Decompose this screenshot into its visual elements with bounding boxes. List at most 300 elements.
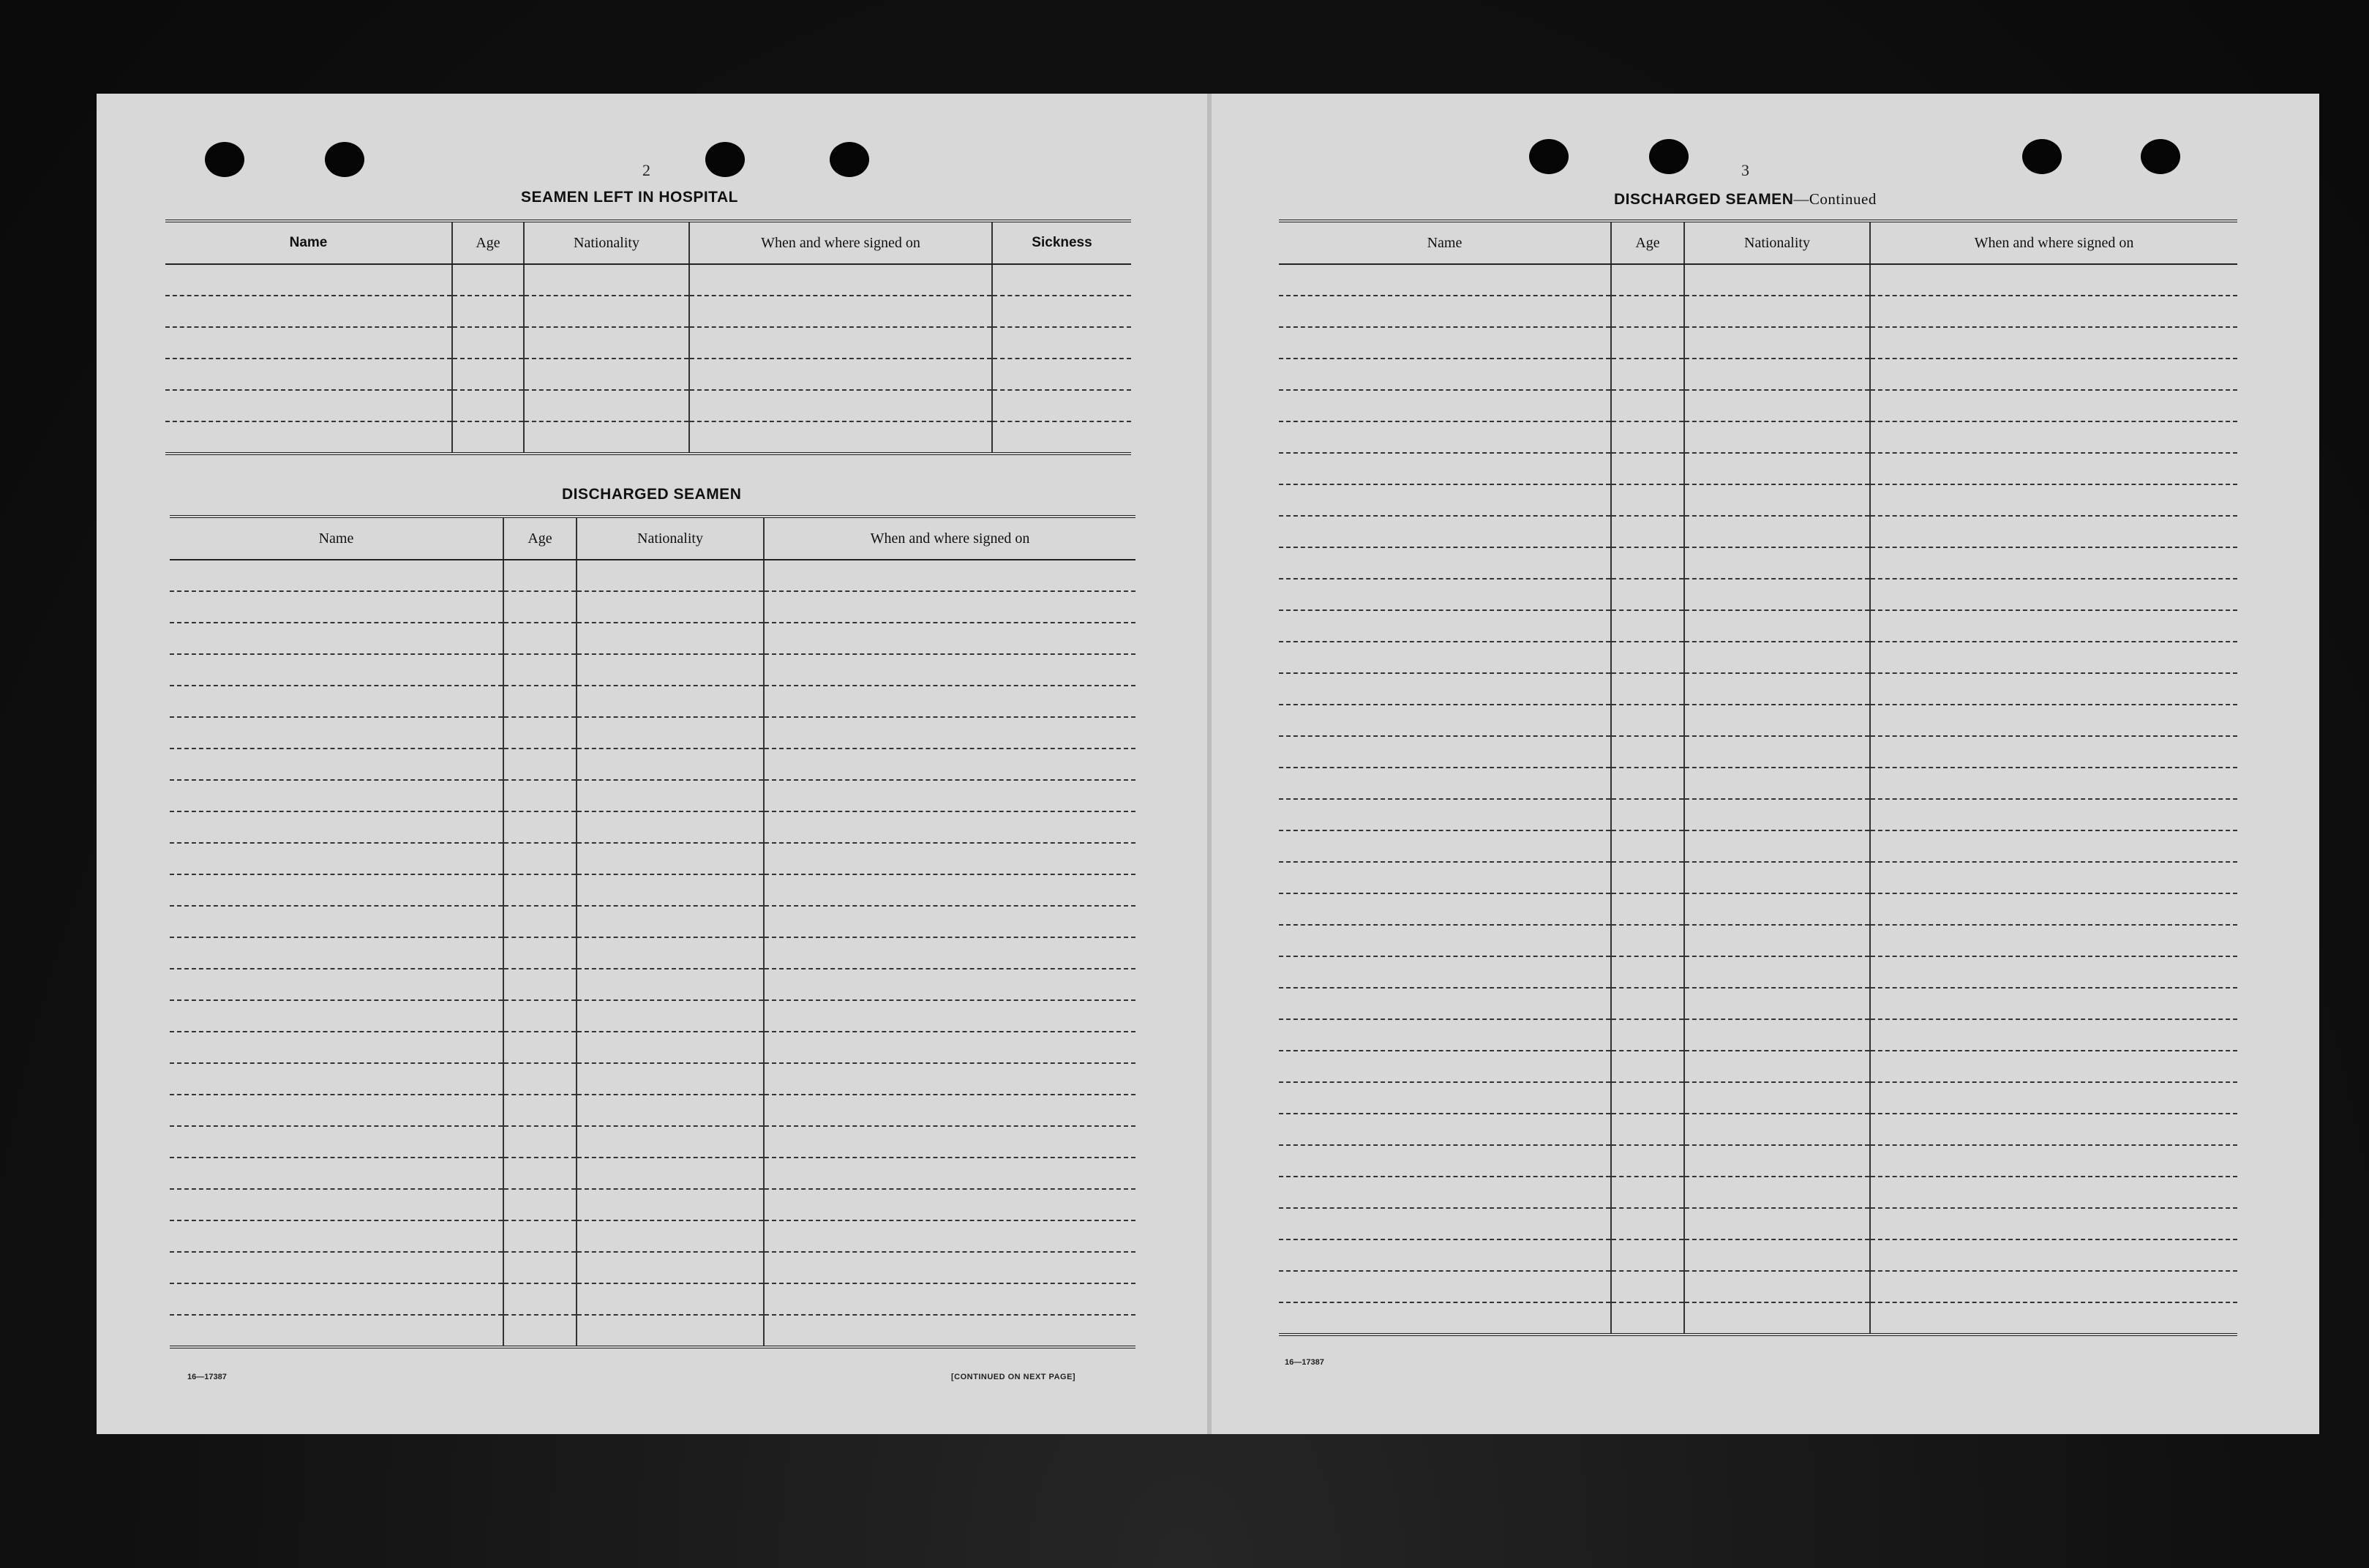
table-cell[interactable] — [452, 327, 524, 359]
table-cell[interactable] — [1611, 1302, 1684, 1335]
table-cell[interactable] — [170, 749, 503, 780]
table-cell[interactable] — [452, 421, 524, 454]
table-row — [1279, 799, 2237, 830]
table-cell[interactable] — [577, 686, 764, 717]
table-cell[interactable] — [577, 560, 764, 591]
table-cell[interactable] — [1870, 1145, 2237, 1177]
table-cell[interactable] — [577, 780, 764, 811]
table-row — [1279, 768, 2237, 799]
table-row — [165, 359, 1131, 390]
table-cell[interactable] — [764, 1063, 1135, 1095]
table-cell[interactable] — [1870, 1239, 2237, 1271]
table-cell[interactable] — [1684, 642, 1870, 673]
table-cell[interactable] — [1870, 1177, 2237, 1208]
table-cell[interactable] — [577, 623, 764, 654]
punch-hole — [830, 142, 869, 177]
table-cell[interactable] — [1684, 1208, 1870, 1239]
col-header-name: Name — [165, 221, 452, 264]
table-row — [170, 1000, 1135, 1032]
table-cell[interactable] — [503, 1000, 577, 1032]
discharged-section-title: DISCHARGED SEAMEN — [562, 486, 742, 503]
table-cell[interactable] — [992, 421, 1131, 454]
table-cell[interactable] — [577, 1032, 764, 1063]
table-cell[interactable] — [1870, 1019, 2237, 1051]
table-row — [1279, 421, 2237, 453]
table-cell[interactable] — [165, 359, 452, 390]
table-cell[interactable] — [1870, 830, 2237, 862]
table-row — [1279, 862, 2237, 893]
table-cell[interactable] — [170, 1032, 503, 1063]
table-cell[interactable] — [170, 1252, 503, 1283]
table-cell[interactable] — [1684, 893, 1870, 925]
table-cell[interactable] — [764, 623, 1135, 654]
table-cell[interactable] — [1279, 327, 1611, 359]
table-cell[interactable] — [764, 560, 1135, 591]
table-cell[interactable] — [764, 1189, 1135, 1220]
table-cell[interactable] — [1684, 1302, 1870, 1335]
table-cell[interactable] — [503, 1315, 577, 1347]
table-cell[interactable] — [1279, 264, 1611, 296]
table-cell[interactable] — [992, 327, 1131, 359]
table-cell[interactable] — [1870, 1208, 2237, 1239]
table-cell[interactable] — [1684, 484, 1870, 516]
table-cell[interactable] — [764, 1000, 1135, 1032]
table-cell[interactable] — [1684, 264, 1870, 296]
table-cell[interactable] — [1611, 893, 1684, 925]
table-cell[interactable] — [1684, 610, 1870, 642]
table-cell[interactable] — [577, 591, 764, 623]
table-row — [1279, 1208, 2237, 1239]
table-row — [1279, 1051, 2237, 1082]
table-cell[interactable] — [1279, 799, 1611, 830]
table-cell[interactable] — [1870, 1114, 2237, 1145]
table-row — [170, 1126, 1135, 1158]
table-cell[interactable] — [170, 1126, 503, 1158]
table-cell[interactable] — [1870, 264, 2237, 296]
table-cell[interactable] — [577, 1000, 764, 1032]
table-cell[interactable] — [170, 843, 503, 874]
table-cell[interactable] — [524, 390, 689, 421]
table-cell[interactable] — [1611, 484, 1684, 516]
table-cell[interactable] — [170, 654, 503, 686]
table-cell[interactable] — [1684, 1239, 1870, 1271]
table-cell[interactable] — [992, 264, 1131, 296]
table-cell[interactable] — [1279, 925, 1611, 956]
table-cell[interactable] — [170, 969, 503, 1000]
table-cell[interactable] — [1870, 610, 2237, 642]
table-cell[interactable] — [1279, 1302, 1611, 1335]
table-cell[interactable] — [577, 843, 764, 874]
table-cell[interactable] — [503, 560, 577, 591]
table-cell[interactable] — [1279, 736, 1611, 768]
table-cell[interactable] — [1611, 705, 1684, 736]
table-cell[interactable] — [1611, 956, 1684, 988]
table-cell[interactable] — [1870, 736, 2237, 768]
table-cell[interactable] — [1870, 421, 2237, 453]
table-cell[interactable] — [1684, 736, 1870, 768]
table-cell[interactable] — [1684, 830, 1870, 862]
table-cell[interactable] — [764, 1126, 1135, 1158]
table-cell[interactable] — [1611, 579, 1684, 610]
table-row — [170, 1252, 1135, 1283]
table-cell[interactable] — [577, 874, 764, 906]
table-cell[interactable] — [452, 264, 524, 296]
table-cell[interactable] — [1611, 1208, 1684, 1239]
table-cell[interactable] — [1684, 547, 1870, 579]
table-cell[interactable] — [1611, 610, 1684, 642]
table-cell[interactable] — [764, 1158, 1135, 1189]
table-cell[interactable] — [577, 1315, 764, 1347]
table-cell[interactable] — [1684, 862, 1870, 893]
table-cell[interactable] — [1279, 1082, 1611, 1114]
table-cell[interactable] — [1279, 893, 1611, 925]
table-cell[interactable] — [1279, 453, 1611, 484]
table-cell[interactable] — [577, 937, 764, 969]
table-cell[interactable] — [1279, 1145, 1611, 1177]
table-cell[interactable] — [503, 1252, 577, 1283]
table-cell[interactable] — [503, 1032, 577, 1063]
table-cell[interactable] — [1279, 988, 1611, 1019]
table-cell[interactable] — [1279, 642, 1611, 673]
table-cell[interactable] — [764, 906, 1135, 937]
table-cell[interactable] — [1684, 768, 1870, 799]
table-cell[interactable] — [524, 359, 689, 390]
table-cell[interactable] — [524, 296, 689, 327]
table-cell[interactable] — [165, 296, 452, 327]
table-cell[interactable] — [524, 421, 689, 454]
table-row — [1279, 327, 2237, 359]
table-cell[interactable] — [170, 686, 503, 717]
table-cell[interactable] — [1611, 925, 1684, 956]
table-cell[interactable] — [1279, 862, 1611, 893]
table-cell[interactable] — [1279, 1019, 1611, 1051]
table-cell[interactable] — [764, 811, 1135, 843]
table-cell[interactable] — [992, 359, 1131, 390]
table-cell[interactable] — [1279, 516, 1611, 547]
table-cell[interactable] — [1870, 799, 2237, 830]
table-cell[interactable] — [503, 591, 577, 623]
table-cell[interactable] — [577, 1126, 764, 1158]
table-cell[interactable] — [1684, 359, 1870, 390]
table-row — [170, 717, 1135, 749]
table-row — [170, 874, 1135, 906]
table-cell[interactable] — [764, 874, 1135, 906]
table-cell[interactable] — [764, 654, 1135, 686]
table-cell[interactable] — [689, 390, 992, 421]
table-cell[interactable] — [170, 874, 503, 906]
table-cell[interactable] — [1870, 547, 2237, 579]
table-cell[interactable] — [577, 1252, 764, 1283]
table-cell[interactable] — [764, 1032, 1135, 1063]
table-cell[interactable] — [1684, 1271, 1870, 1302]
table-cell[interactable] — [764, 1220, 1135, 1252]
table-cell[interactable] — [764, 1283, 1135, 1315]
table-cell[interactable] — [689, 327, 992, 359]
table-row — [165, 327, 1131, 359]
table-cell[interactable] — [1684, 925, 1870, 956]
table-cell[interactable] — [992, 390, 1131, 421]
table-cell[interactable] — [170, 906, 503, 937]
col-header-nationality: Nationality — [577, 517, 764, 560]
table-cell[interactable] — [1684, 421, 1870, 453]
table-cell[interactable] — [1684, 1177, 1870, 1208]
table-cell[interactable] — [1279, 768, 1611, 799]
table-cell[interactable] — [503, 780, 577, 811]
table-cell[interactable] — [503, 874, 577, 906]
table-cell[interactable] — [170, 623, 503, 654]
table-cell[interactable] — [1611, 862, 1684, 893]
table-cell[interactable] — [1611, 1177, 1684, 1208]
table-cell[interactable] — [524, 264, 689, 296]
table-cell[interactable] — [170, 1095, 503, 1126]
table-cell[interactable] — [1611, 1271, 1684, 1302]
table-cell[interactable] — [1611, 421, 1684, 453]
table-cell[interactable] — [1684, 296, 1870, 327]
table-row — [170, 1189, 1135, 1220]
table-cell[interactable] — [1870, 390, 2237, 421]
table-row — [1279, 547, 2237, 579]
table-cell[interactable] — [503, 749, 577, 780]
table-cell[interactable] — [1870, 925, 2237, 956]
table-cell[interactable] — [1611, 1082, 1684, 1114]
table-cell[interactable] — [1611, 359, 1684, 390]
table-cell[interactable] — [1684, 453, 1870, 484]
table-cell[interactable] — [764, 686, 1135, 717]
table-cell[interactable] — [452, 390, 524, 421]
table-cell[interactable] — [1870, 359, 2237, 390]
table-cell[interactable] — [689, 421, 992, 454]
table-cell[interactable] — [1684, 1051, 1870, 1082]
table-cell[interactable] — [1611, 1019, 1684, 1051]
table-row — [1279, 988, 2237, 1019]
table-cell[interactable] — [1684, 327, 1870, 359]
table-cell[interactable] — [764, 717, 1135, 749]
col-header-name: Name — [1279, 221, 1611, 264]
table-cell[interactable] — [503, 1220, 577, 1252]
table-cell[interactable] — [577, 811, 764, 843]
table-cell[interactable] — [1611, 799, 1684, 830]
table-cell[interactable] — [503, 717, 577, 749]
table-cell[interactable] — [170, 780, 503, 811]
table-cell[interactable] — [1611, 642, 1684, 673]
table-cell[interactable] — [689, 359, 992, 390]
table-cell[interactable] — [452, 359, 524, 390]
table-cell[interactable] — [1611, 1114, 1684, 1145]
table-cell[interactable] — [764, 1252, 1135, 1283]
table-cell[interactable] — [577, 654, 764, 686]
table-cell[interactable] — [503, 1189, 577, 1220]
table-cell[interactable] — [1279, 547, 1611, 579]
table-cell[interactable] — [165, 264, 452, 296]
table-cell[interactable] — [1870, 516, 2237, 547]
table-cell[interactable] — [1279, 579, 1611, 610]
table-cell[interactable] — [764, 843, 1135, 874]
table-cell[interactable] — [1870, 705, 2237, 736]
table-cell[interactable] — [577, 749, 764, 780]
table-cell[interactable] — [170, 1158, 503, 1189]
table-cell[interactable] — [1684, 1114, 1870, 1145]
table-cell[interactable] — [503, 906, 577, 937]
table-cell[interactable] — [1684, 1145, 1870, 1177]
table-cell[interactable] — [503, 1158, 577, 1189]
table-cell[interactable] — [1279, 296, 1611, 327]
table-cell[interactable] — [1870, 862, 2237, 893]
table-cell[interactable] — [577, 1189, 764, 1220]
table-cell[interactable] — [1279, 390, 1611, 421]
table-cell[interactable] — [503, 811, 577, 843]
page-number: 2 — [642, 161, 650, 179]
table-cell[interactable] — [170, 591, 503, 623]
table-row — [1279, 1177, 2237, 1208]
table-cell[interactable] — [1684, 579, 1870, 610]
table-cell[interactable] — [1611, 264, 1684, 296]
table-cell[interactable] — [1279, 421, 1611, 453]
table-cell[interactable] — [170, 811, 503, 843]
table-cell[interactable] — [1684, 1082, 1870, 1114]
table-cell[interactable] — [764, 1095, 1135, 1126]
table-cell[interactable] — [1279, 1239, 1611, 1271]
table-cell[interactable] — [1279, 956, 1611, 988]
table-cell[interactable] — [1870, 642, 2237, 673]
form-code: 16—17387 — [187, 1373, 227, 1381]
table-cell[interactable] — [503, 686, 577, 717]
col-header-nationality: Nationality — [1684, 221, 1870, 264]
table-cell[interactable] — [170, 1315, 503, 1347]
table-cell[interactable] — [1684, 390, 1870, 421]
table-cell[interactable] — [1870, 453, 2237, 484]
table-cell[interactable] — [577, 969, 764, 1000]
table-cell[interactable] — [503, 1063, 577, 1095]
table-cell[interactable] — [1611, 1239, 1684, 1271]
table-cell[interactable] — [1611, 296, 1684, 327]
table-cell[interactable] — [1279, 610, 1611, 642]
table-cell[interactable] — [170, 560, 503, 591]
table-cell[interactable] — [1279, 705, 1611, 736]
table-cell[interactable] — [170, 1063, 503, 1095]
table-cell[interactable] — [1870, 1051, 2237, 1082]
table-cell[interactable] — [1870, 296, 2237, 327]
table-cell[interactable] — [764, 749, 1135, 780]
table-cell[interactable] — [577, 906, 764, 937]
table-cell[interactable] — [170, 1000, 503, 1032]
table-cell[interactable] — [577, 717, 764, 749]
table-cell[interactable] — [689, 264, 992, 296]
table-cell[interactable] — [1611, 768, 1684, 799]
table-cell[interactable] — [1279, 1051, 1611, 1082]
table-cell[interactable] — [1684, 516, 1870, 547]
table-cell[interactable] — [503, 1283, 577, 1315]
table-cell[interactable] — [992, 296, 1131, 327]
table-cell[interactable] — [1611, 516, 1684, 547]
table-cell[interactable] — [170, 717, 503, 749]
table-cell[interactable] — [1684, 988, 1870, 1019]
table-cell[interactable] — [1870, 956, 2237, 988]
table-cell[interactable] — [1279, 1271, 1611, 1302]
table-row — [170, 811, 1135, 843]
table-cell[interactable] — [577, 1095, 764, 1126]
table-cell[interactable] — [170, 937, 503, 969]
table-cell[interactable] — [1611, 673, 1684, 705]
table-row — [1279, 1114, 2237, 1145]
table-cell[interactable] — [1684, 705, 1870, 736]
table-cell[interactable] — [764, 969, 1135, 1000]
table-cell[interactable] — [577, 1063, 764, 1095]
table-cell[interactable] — [1611, 1051, 1684, 1082]
table-row — [1279, 296, 2237, 327]
table-cell[interactable] — [1870, 579, 2237, 610]
table-cell[interactable] — [1279, 1114, 1611, 1145]
table-cell[interactable] — [1611, 390, 1684, 421]
table-cell[interactable] — [1684, 799, 1870, 830]
table-cell[interactable] — [764, 937, 1135, 969]
table-cell[interactable] — [1611, 830, 1684, 862]
table-cell[interactable] — [1684, 956, 1870, 988]
table-cell[interactable] — [503, 623, 577, 654]
table-cell[interactable] — [1611, 988, 1684, 1019]
table-cell[interactable] — [1870, 1302, 2237, 1335]
table-cell[interactable] — [503, 843, 577, 874]
table-cell[interactable] — [1611, 1145, 1684, 1177]
table-cell[interactable] — [170, 1220, 503, 1252]
table-cell[interactable] — [503, 1095, 577, 1126]
table-cell[interactable] — [1870, 1082, 2237, 1114]
table-cell[interactable] — [1870, 768, 2237, 799]
punch-hole — [2022, 139, 2062, 174]
table-cell[interactable] — [1870, 988, 2237, 1019]
table-cell[interactable] — [1279, 359, 1611, 390]
table-cell[interactable] — [503, 1126, 577, 1158]
table-cell[interactable] — [1279, 830, 1611, 862]
table-cell[interactable] — [165, 421, 452, 454]
table-cell[interactable] — [1611, 547, 1684, 579]
table-cell[interactable] — [503, 654, 577, 686]
table-cell[interactable] — [452, 296, 524, 327]
table-cell[interactable] — [1279, 484, 1611, 516]
table-cell[interactable] — [1611, 736, 1684, 768]
table-cell[interactable] — [1279, 673, 1611, 705]
table-cell[interactable] — [1870, 673, 2237, 705]
table-cell[interactable] — [1279, 1177, 1611, 1208]
table-row — [1279, 736, 2237, 768]
table-cell[interactable] — [764, 780, 1135, 811]
col-header-age: Age — [503, 517, 577, 560]
table-cell[interactable] — [1870, 893, 2237, 925]
table-cell[interactable] — [577, 1220, 764, 1252]
table-cell[interactable] — [170, 1283, 503, 1315]
table-cell[interactable] — [524, 327, 689, 359]
table-cell[interactable] — [1870, 1271, 2237, 1302]
table-cell[interactable] — [1684, 673, 1870, 705]
table-cell[interactable] — [165, 327, 452, 359]
table-cell[interactable] — [764, 1315, 1135, 1347]
table-cell[interactable] — [577, 1158, 764, 1189]
table-cell[interactable] — [1684, 1019, 1870, 1051]
table-cell[interactable] — [577, 1283, 764, 1315]
table-cell[interactable] — [503, 969, 577, 1000]
table-cell[interactable] — [1611, 453, 1684, 484]
table-cell[interactable] — [1870, 484, 2237, 516]
table-cell[interactable] — [1279, 1208, 1611, 1239]
table-cell[interactable] — [689, 296, 992, 327]
table-cell[interactable] — [1611, 327, 1684, 359]
table-cell[interactable] — [170, 1189, 503, 1220]
punch-hole — [2141, 139, 2180, 174]
table-cell[interactable] — [1870, 327, 2237, 359]
table-cell[interactable] — [503, 937, 577, 969]
table-cell[interactable] — [165, 390, 452, 421]
table-row — [170, 937, 1135, 969]
table-cell[interactable] — [764, 591, 1135, 623]
